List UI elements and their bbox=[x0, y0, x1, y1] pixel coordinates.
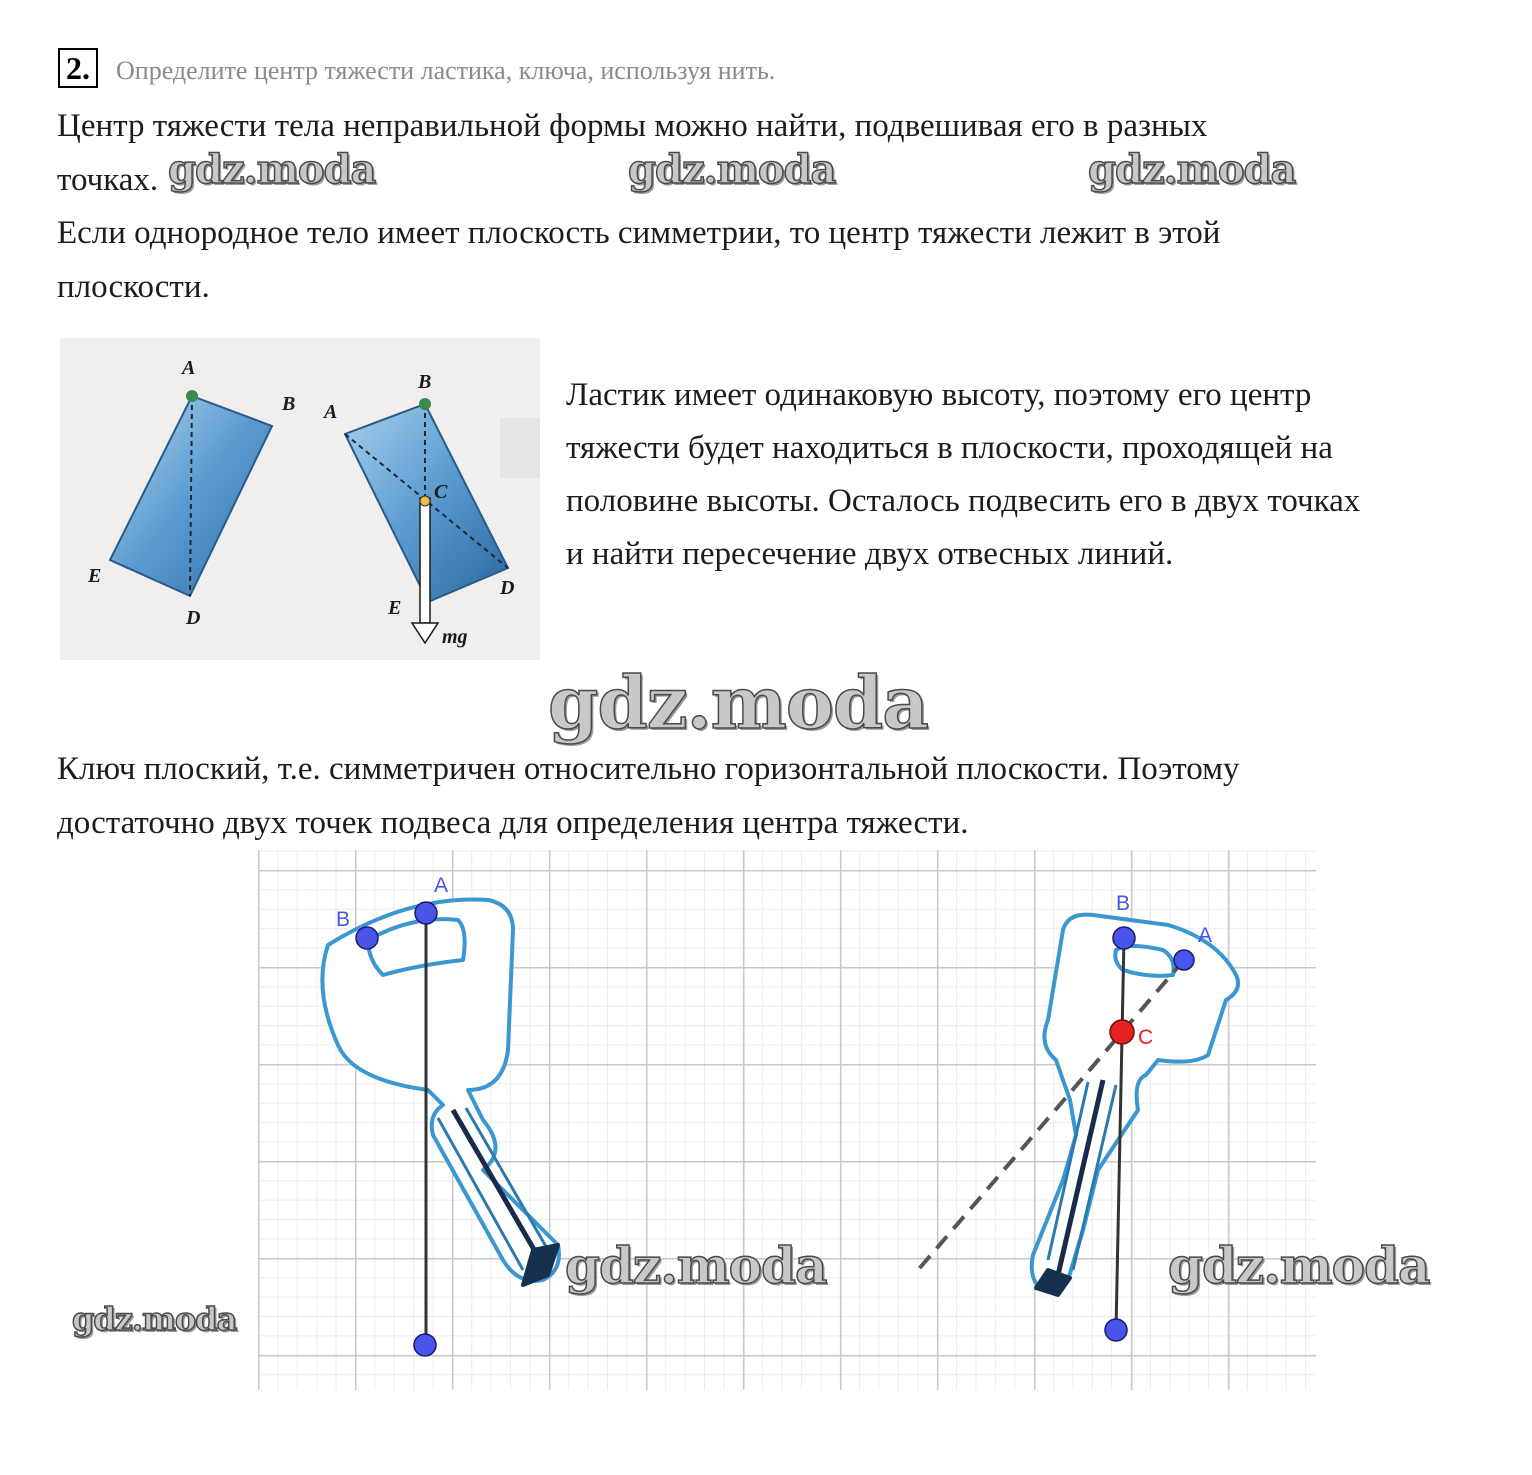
key-diagram bbox=[258, 850, 1316, 1390]
point-b bbox=[356, 927, 378, 949]
key-figure bbox=[258, 850, 1316, 1390]
watermark: gdz.moda bbox=[1168, 1236, 1430, 1295]
point-b bbox=[1113, 927, 1135, 949]
paragraph-2-line-1: Если однородное тело имеет плоскость симметрии, то центр тяжести лежит в этой bbox=[57, 215, 1221, 251]
center-of-gravity bbox=[420, 496, 430, 506]
force-arrow-shaft bbox=[420, 498, 430, 623]
watermark: gdz.moda bbox=[1088, 146, 1296, 193]
eraser-text-line-4: и найти пересечение двух отвесных линий. bbox=[566, 536, 1174, 572]
watermark: gdz.moda bbox=[548, 660, 928, 745]
watermark: gdz.moda bbox=[168, 146, 376, 193]
label-e: E bbox=[88, 565, 102, 587]
task-number: 2. bbox=[58, 48, 98, 88]
label-b: B bbox=[282, 393, 296, 415]
label-a: A bbox=[1198, 924, 1213, 947]
label-c: C bbox=[1138, 1026, 1154, 1049]
label-b: B bbox=[418, 371, 432, 393]
label-force: mg⃗ bbox=[442, 626, 484, 648]
suspension-point bbox=[419, 398, 431, 410]
force-arrow-head bbox=[412, 623, 438, 643]
label-b: B bbox=[336, 908, 351, 931]
eraser-diagram bbox=[60, 338, 540, 660]
key-text-line-1: Ключ плоский, т.е. симметричен относительно горизонтальной плоскости. Поэтому bbox=[57, 751, 1240, 787]
label-b: B bbox=[1116, 892, 1131, 915]
paragraph-1-line-2: точках. bbox=[57, 162, 159, 198]
left-key bbox=[322, 900, 559, 1285]
watermark: gdz.moda bbox=[565, 1236, 827, 1295]
label-d: D bbox=[500, 577, 515, 599]
eraser-figure bbox=[60, 338, 540, 660]
label-e: E bbox=[388, 597, 402, 619]
point-a bbox=[415, 902, 437, 924]
paragraph-1-line-1: Центр тяжести тела неправильной формы можно найти, подвешивая его в разных bbox=[57, 108, 1208, 144]
eraser-text-line-2: тяжести будет находиться в плоскости, проходящей на bbox=[566, 430, 1333, 466]
point-bottom bbox=[414, 1334, 436, 1356]
paragraph-2-line-2: плоскости. bbox=[57, 269, 210, 305]
label-a: A bbox=[434, 874, 449, 897]
watermark: gdz.moda bbox=[628, 146, 836, 193]
label-a: A bbox=[182, 357, 196, 379]
label-c: C bbox=[434, 481, 448, 503]
suspension-point bbox=[186, 390, 198, 402]
label-a: A bbox=[324, 401, 338, 423]
label-d: D bbox=[186, 607, 201, 629]
point-a bbox=[1174, 950, 1194, 970]
eraser-text-line-1: Ластик имеет одинаковую высоту, поэтому его центр bbox=[566, 377, 1312, 413]
task-question: Определите центр тяжести ластика, ключа, используя нить. bbox=[116, 56, 776, 85]
point-c bbox=[1110, 1020, 1134, 1044]
key-text-line-2: достаточно двух точек подвеса для определения центра тяжести. bbox=[57, 805, 969, 841]
eraser-text-line-3: половине высоты. Осталось подвесить его в двух точках bbox=[566, 483, 1361, 519]
watermark: gdz.moda bbox=[72, 1300, 237, 1338]
point-bottom bbox=[1105, 1319, 1127, 1341]
background-patch bbox=[500, 418, 540, 478]
